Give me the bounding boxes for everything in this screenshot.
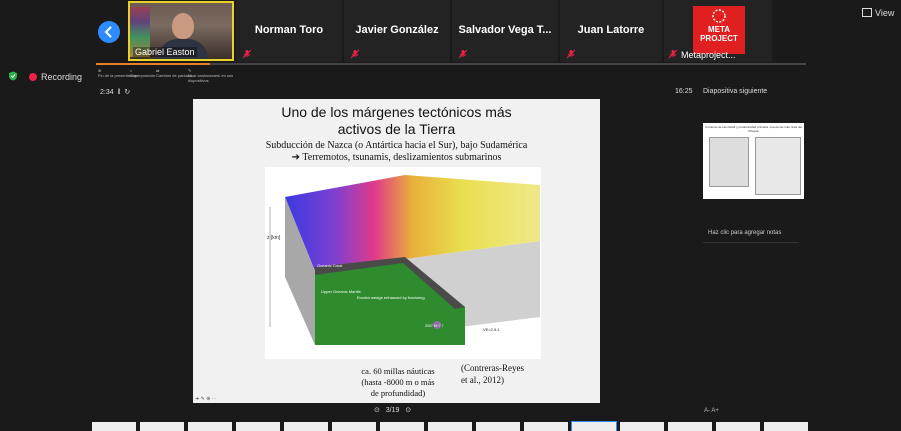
slide-subtitle-line1: Subducción de Nazca (o Antártica hacia el Sur), bajo Sudamérica	[265, 140, 528, 151]
muted-mic-icon	[668, 49, 678, 59]
subduction-block-diagram	[265, 167, 541, 359]
view-button[interactable]	[862, 8, 894, 18]
filmstrip-thumbnail[interactable]	[380, 422, 424, 431]
notes-divider	[703, 242, 799, 243]
filmstrip-thumbnail[interactable]	[284, 422, 328, 431]
presentation-progress	[96, 63, 806, 65]
slide-subtitle	[193, 140, 600, 164]
speaker-head	[172, 13, 194, 39]
participant-tile[interactable]	[560, 0, 662, 62]
filmstrip-thumbnail[interactable]	[140, 422, 184, 431]
caption-left	[343, 366, 453, 399]
pen-tool-icon[interactable]: ✎	[200, 396, 205, 402]
logo-line2: PROJECT	[700, 34, 738, 43]
view-label: View	[875, 8, 895, 18]
elapsed-time: 2:34	[100, 89, 114, 96]
slide-subtitle-line2: ➔ Terremotos, tsunamis, deslizamientos submarinos	[291, 152, 502, 163]
slide-title-line2: activos de la Tierra	[337, 121, 456, 137]
toolbar-label: Fin de la presentación	[98, 73, 138, 78]
filmstrip-thumbnail[interactable]	[764, 422, 808, 431]
participant-tile[interactable]	[344, 0, 450, 62]
citation-line2: et al., 2012)	[461, 375, 504, 385]
participant-tile[interactable]	[452, 0, 558, 62]
pause-icon[interactable]: ǁ	[115, 89, 121, 96]
logo-line1: META	[707, 25, 731, 34]
recording-indicator[interactable]	[29, 72, 82, 82]
slide-title-line1: Uno de los márgenes tectónicos más	[281, 104, 512, 120]
muted-mic-icon	[242, 49, 252, 59]
thumb-map-left	[709, 137, 749, 187]
slide-tools[interactable]	[195, 396, 217, 402]
presenter-toolbar	[96, 68, 246, 83]
slide-title	[193, 104, 600, 138]
end-presentation-button[interactable]: ⊗ Fin de la presentación	[98, 68, 138, 78]
next-slide-button[interactable]: ⊙	[405, 407, 412, 414]
more-options-icon[interactable]: ⋯	[211, 396, 217, 402]
filmstrip-thumbnail[interactable]	[668, 422, 712, 431]
participant-tile-metaproject[interactable]	[664, 0, 772, 62]
recording-dot-icon	[29, 73, 37, 81]
elapsed-timer	[100, 88, 130, 96]
chevron-left-icon	[103, 26, 115, 38]
filmstrip-thumbnail[interactable]	[236, 422, 280, 431]
participant-name: Norman Toro	[254, 24, 324, 36]
participant-name: Salvador Vega T...	[458, 24, 552, 36]
font-size-controls[interactable]: A- A+	[704, 408, 719, 414]
next-slide-label: Diapositiva siguiente	[703, 88, 768, 95]
participant-tile[interactable]	[236, 0, 342, 62]
overlay-button[interactable]: ◐ Superposición	[130, 68, 156, 78]
metaproject-logo	[693, 6, 745, 54]
filmstrip-thumbnail[interactable]	[716, 422, 760, 431]
caption-left-line1: ca. 60 millas náuticas	[361, 366, 435, 376]
caption-left-line2: (hasta -8000 m o más	[361, 377, 435, 387]
caption-left-line3: de profundidad)	[370, 388, 426, 398]
zoom-tool-icon[interactable]: ⊕	[206, 396, 211, 402]
participant-name: Javier González	[355, 24, 439, 36]
filmstrip-thumbnail[interactable]	[620, 422, 664, 431]
muted-mic-icon	[350, 49, 360, 59]
oceanic-crust-label: Oceanic Crust	[317, 263, 343, 268]
annotations-button[interactable]: ✎ Usar anotaciones/ en sus dispositivos	[188, 68, 234, 83]
toolbar-label: Usar anotaciones/ en sus dispositivos	[188, 73, 234, 83]
next-thumb-title: Corriente de Humboldt y productividad primaria, una de las más ricas del Planeta	[705, 125, 802, 133]
filmstrip-thumbnail[interactable]	[476, 422, 520, 431]
slide-pager	[374, 406, 411, 414]
reset-icon[interactable]: ↻	[122, 89, 131, 96]
depth-axis-label: z [km]	[267, 235, 281, 241]
participant-name: Metaproject...	[681, 50, 736, 60]
active-speaker-tile[interactable]	[128, 1, 234, 61]
arrow-tool-icon[interactable]: ➜	[195, 396, 200, 402]
progress-fill	[96, 63, 210, 65]
clock: 16:25	[675, 88, 693, 95]
filmstrip-thumbnail[interactable]	[572, 422, 616, 431]
earthquake-label: 2007 M~7.7	[425, 324, 444, 328]
previous-slide-button[interactable]: ⊙	[374, 407, 380, 414]
logo-mark-icon	[709, 9, 729, 23]
switch-screen-button[interactable]: ⇄ Cambiar de pantalla	[156, 68, 192, 78]
filmstrip-thumbnail[interactable]	[524, 422, 568, 431]
vertical-exaggeration-label: VE=2.5:1	[483, 327, 500, 332]
recording-label: Recording	[41, 72, 83, 82]
citation	[461, 362, 541, 386]
slide-filmstrip	[92, 422, 812, 431]
grid-icon	[862, 8, 872, 17]
filmstrip-thumbnail[interactable]	[428, 422, 472, 431]
speaker-name: Gabriel Easton	[135, 47, 195, 57]
filmstrip-thumbnail[interactable]	[188, 422, 232, 431]
participant-bar	[0, 0, 901, 64]
previous-participants-button[interactable]	[98, 21, 120, 43]
thumb-map-right	[755, 137, 801, 195]
filmstrip-thumbnail[interactable]	[332, 422, 376, 431]
citation-line1: (Contreras-Reyes	[461, 363, 524, 373]
toolbar-label: Cambiar de pantalla	[156, 73, 192, 78]
next-slide-thumbnail[interactable]	[703, 123, 804, 199]
shield-icon[interactable]	[8, 71, 18, 81]
muted-mic-icon	[458, 49, 468, 59]
participant-name: Juan Latorre	[577, 24, 645, 36]
muted-mic-icon	[566, 49, 576, 59]
current-slide[interactable]	[193, 99, 600, 403]
toolbar-label: Superposición	[130, 73, 156, 78]
filmstrip-thumbnail[interactable]	[92, 422, 136, 431]
upper-mantle-label: Upper Oceanic Mantle	[321, 289, 361, 294]
slide-counter: 3/19	[385, 407, 400, 414]
notes-placeholder[interactable]: Haz clic para agregar notas	[708, 230, 782, 236]
eroded-wedge-label: Eroded wedge enhanced by fracturing	[357, 295, 425, 300]
